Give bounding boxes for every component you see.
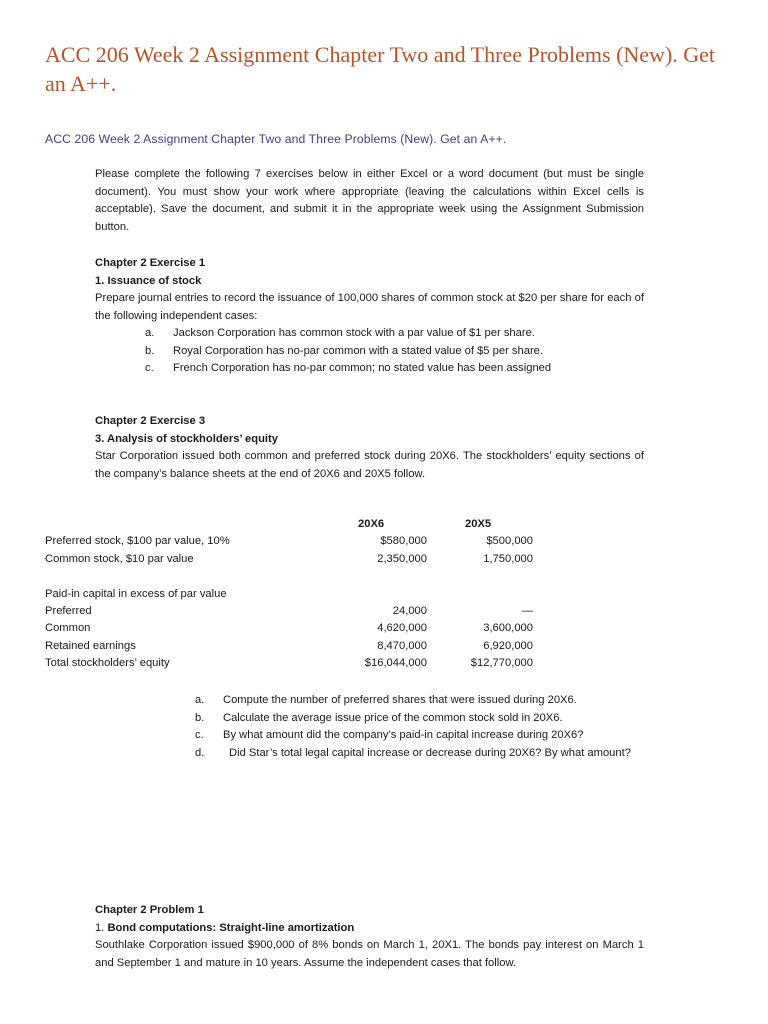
list-item (145, 343, 644, 361)
problem-1-heading: Chapter 2 Problem 1 (95, 904, 204, 916)
value-20x6: 8,470,000 (377, 639, 427, 652)
list-item (195, 710, 644, 728)
column-header-20x6: 20X6 (358, 518, 385, 530)
list-marker: c. (195, 729, 204, 741)
value-20x6: 2,350,000 (377, 552, 427, 565)
value-20x5: $500,000 (486, 535, 533, 548)
row-label: Total stockholders’ equity (45, 657, 170, 670)
exercise-3-subheading: 3. Analysis of stockholders’ equity (95, 432, 278, 445)
list-item (195, 727, 644, 745)
list-marker: a. (145, 327, 155, 339)
list-marker: a. (195, 694, 205, 706)
value-20x5: 1,750,000 (483, 552, 533, 565)
value-20x5: 3,600,000 (483, 622, 533, 635)
list-marker: d. (195, 746, 205, 759)
exercise-3-section (95, 413, 644, 483)
problem-1-title: Bond computations: Straight-line amortization (107, 921, 355, 934)
list-item (195, 692, 644, 710)
list-marker: c. (145, 362, 154, 374)
exercise-3-text: Star Corporation issued both common and preferred stock during 20X6. The stockholders’ equity sections of the company’s balance sheets at the end of 20X6 and 20X5 follow. (95, 450, 644, 480)
list-text: Royal Corporation has no-par common with a stated value of $5 per share. (173, 344, 544, 357)
table-row (45, 568, 565, 585)
table-row (45, 620, 565, 637)
value-20x5: — (521, 604, 533, 617)
exercise-3-questions (195, 692, 644, 762)
list-text: Jackson Corporation has common stock with a par value of $1 per share. (173, 327, 535, 339)
table-header-row (45, 516, 565, 533)
exercise-1-heading: Chapter 2 Exercise 1 (95, 257, 206, 269)
list-marker: b. (145, 344, 155, 357)
problem-1-number: 1. (95, 921, 105, 934)
problem-1-text: Southlake Corporation issued $900,000 of 8% bonds on March 1, 20X1. The bonds pay interest on March 1 and September 1 and mature in 10 years. Assume the independent cases that follow. (95, 939, 644, 969)
column-header-20x5: 20X5 (465, 518, 492, 530)
row-label: Retained earnings (45, 639, 136, 652)
list-item (195, 745, 644, 763)
exercise-1-section (95, 255, 644, 378)
row-label: Common (45, 622, 91, 635)
row-label: Paid-in capital in excess of par value (45, 587, 227, 600)
table-row (45, 603, 565, 620)
document-subtitle-link[interactable]: ACC 206 Week 2 Assignment Chapter Two and Three Problems (New). Get an A++. (45, 132, 507, 146)
intro-paragraph: Please complete the following 7 exercises below in either Excel or a word document (but must be single document). You must show your work where appropriate (leaving the calculations within Excel cells is acceptable). Save the document, and submit it in the appropriate week using the Assignment Submission button. (95, 168, 644, 233)
list-text: Did Star’s total legal capital increase or decrease during 20X6? By what amount? (229, 746, 631, 759)
page-title: ACC 206 Week 2 Assignment Chapter Two and Three Problems (New). Get an A++. (45, 42, 716, 96)
exercise-1-subheading: 1. Issuance of stock (95, 274, 202, 287)
exercise-3-heading: Chapter 2 Exercise 3 (95, 415, 206, 427)
problem-1-subheading (95, 920, 644, 938)
row-label: Common stock, $10 par value (45, 552, 194, 565)
list-item (145, 325, 644, 343)
value-20x5: $12,770,000 (470, 657, 533, 670)
table-row (45, 551, 565, 568)
value-20x6: 4,620,000 (377, 622, 427, 635)
list-text: French Corporation has no-par common; no stated value has been assigned (173, 362, 552, 374)
list-text: By what amount did the company’s paid-in capital increase during 20X6? (223, 729, 584, 741)
value-20x6: $16,044,000 (364, 657, 427, 670)
table-row (45, 533, 565, 550)
list-text: Calculate the average issue price of the common stock sold in 20X6. (223, 711, 563, 724)
table-row (45, 586, 565, 603)
row-label: Preferred (45, 604, 92, 617)
stockholders-equity-table (45, 516, 565, 673)
value-20x6: $580,000 (380, 535, 427, 548)
table-row (45, 655, 565, 672)
list-text: Compute the number of preferred shares that were issued during 20X6. (223, 694, 577, 706)
exercise-1-text: Prepare journal entries to record the issuance of 100,000 shares of common stock at $20 per share for each of the following independent cases: (95, 292, 644, 322)
list-item (145, 360, 644, 378)
value-20x6: 24,000 (392, 604, 427, 617)
row-label: Preferred stock, $100 par value, 10% (45, 535, 230, 548)
problem-1-section (95, 902, 644, 972)
exercise-1-list (95, 325, 644, 378)
list-marker: b. (195, 711, 205, 724)
table-row (45, 638, 565, 655)
value-20x5: 6,920,000 (483, 639, 533, 652)
